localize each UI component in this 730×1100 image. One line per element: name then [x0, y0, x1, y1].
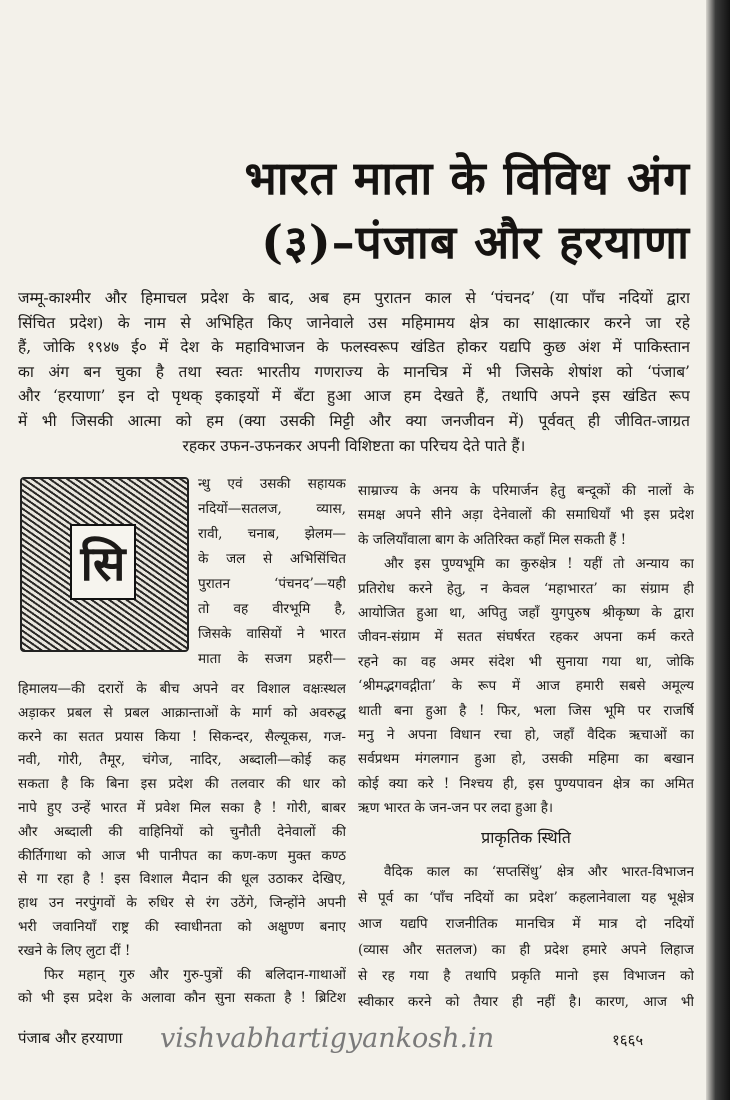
text-line: (व्यास और सतलज) का ही प्रदेश हमारे अपने लिहाज	[358, 942, 694, 958]
text-line: नवी, गोरी, तैमूर, चंगेज, नादिर, अब्दाली—कोई कह	[18, 752, 346, 769]
left-column-beside-dropcap	[198, 472, 346, 672]
dropcap-illustration	[20, 477, 189, 652]
text-line: सकता है कि बिना इस प्रदेश की तलवार की धार को	[18, 776, 346, 793]
left-column	[18, 678, 346, 1011]
text-line: और इस पुण्यभूमि का कुरुक्षेत्र ! यहीं तो अन्याय का	[384, 556, 694, 573]
text-line: थाती बना हुआ है ! फिर, भला जिस भूमि पर राजर्षि	[358, 702, 694, 719]
text-line: के जल से अभिसिंचित	[198, 551, 346, 567]
text-line: जिसके वासियों ने भारत	[198, 626, 346, 642]
text-line: आज यद्यपि राजनीतिक मानचित्र में मात्र दो नदियों	[358, 916, 694, 932]
text-line: भरी जवानियाँ राष्ट्र की स्वाधीनता को अक्षुण्ण बनाए	[18, 918, 346, 935]
text-line: नापे हुए उन्हें भारत में प्रवेश मिल सका है ! गोरी, बाबर	[18, 799, 346, 816]
text-line: से गा रहा है ! इस विशाल मैदान की धूल उठाकर देखिए,	[18, 871, 346, 888]
right-column-section	[358, 859, 694, 1015]
text-line: स्वीकार करने को तैयार ही नहीं है। कारण, आज भी	[358, 994, 694, 1010]
scan-page-edge	[706, 0, 730, 1100]
text-line: का अंग बन चुका है तथा स्वतः भारतीय गणराज्य के मानचित्र में भी जिसके शेषांश को ‘पंजाब’	[18, 362, 690, 381]
text-line: जीवन-संग्राम में सतत संघर्षरत रहकर अपना कर्म करते	[358, 629, 694, 646]
text-line: को भी इस प्रदेश के अलावा कौन सुना सकता है ! ब्रिटिश	[18, 990, 346, 1007]
title-line-2: (३)–पंजाब और हरयाणा	[261, 215, 690, 269]
text-line: रावी, चनाब, झेलम—	[198, 526, 346, 542]
text-line: आयोजित हुआ था, अपितु जहाँ युगपुरुष श्रीकृष्ण के द्वारा	[358, 605, 694, 622]
text-line: हैं, जोकि १९४७ ई० में देश के महाविभाजन के फलस्वरूप खंडित होकर यद्यपि कुछ अंश में पाकिस्तान	[18, 338, 690, 357]
right-column	[358, 479, 694, 821]
text-line: सर्वप्रथम मंगलगान हुआ हो, उसकी महिमा का बखान	[358, 751, 694, 768]
text-line: वैदिक काल का ‘सप्तसिंधु’ क्षेत्र और भारत-विभाजन	[384, 864, 694, 880]
right-paragraph-2	[358, 552, 694, 820]
left-paragraph-1	[18, 678, 346, 964]
text-line: रखने के लिए लुटा दीं !	[18, 942, 131, 959]
section-heading: प्राकृतिक स्थिति	[481, 828, 571, 847]
page-number: १६६५	[612, 1031, 644, 1049]
text-line: से पूर्व का ‘पाँच नदियों का प्रदेश’ कहलानेवाला यह भूक्षेत्र	[358, 890, 694, 906]
text-line: रहने का वह अमर संदेश भी सुनाया गया था, जोकि	[358, 653, 694, 670]
text-line: माता के सजग प्रहरी—	[198, 651, 346, 667]
text-line: प्रतिरोध करने हेतु, न केवल ‘महाभारत’ का संग्राम ही	[358, 580, 694, 597]
text-line: साम्राज्य के अनय के परिमार्जन हेतु बन्दूकों की नालों के	[358, 483, 694, 499]
text-line: न्धु एवं उसकी सहायक	[198, 476, 346, 492]
dropcap-letter: सि	[70, 524, 136, 600]
text-line: हाथ उन नरपुंगवों के रुधिर से रंग उठेंगे, जिन्होंने अपनी	[18, 895, 346, 912]
left-paragraph-2	[18, 964, 346, 1012]
title-line-1: भारत माता के विविध अंग	[244, 151, 690, 205]
text-line: तो वह वीरभूमि है,	[198, 601, 346, 617]
text-line: नदियों—सतलज, व्यास,	[198, 501, 346, 517]
text-line: में भी जिसकी आत्मा को हम (क्या उसकी मिट्टी और क्या जनजीवन में) पूर्ववत् ही जीवित-जाग्रत	[18, 411, 690, 430]
text-line: जम्मू-काश्मीर और हिमाचल प्रदेश के बाद, अब हम पुरातन काल से ‘पंचनद’ (या पाँच नदियों द्वारा	[18, 289, 690, 307]
text-line: पुरातन ‘पंचनद’—यही	[198, 576, 346, 592]
text-line: रहकर उफन-उफनकर अपनी विशिष्टता का परिचय देते पाते हैं।	[182, 436, 526, 455]
text-line: समक्ष अपने सीने अड़ा देनेवालों की समाधियाँ भी इस प्रदेश	[358, 507, 694, 524]
article-title	[200, 146, 690, 274]
text-line: और अब्दाली की वाहिनियों को चुनौती देनेवालों की	[18, 823, 346, 840]
text-line: ऋण भारत के जन-जन पर लदा हुआ है।	[358, 800, 554, 817]
text-line: से रह गया है तथापि प्रकृति मानो इस विभाजन को	[358, 968, 694, 984]
text-line: हिमालय—की दरारों के बीच अपने वर विशाल वक्षःस्थल	[18, 681, 346, 697]
right-paragraph-1	[358, 479, 694, 552]
text-line: ‘श्रीमद्भगवद्गीता’ के रूप में आज हमारी सबसे अमूल्य	[358, 678, 694, 695]
text-line: कीर्तिगाथा को आज भी पानीपत का कण-कण मुक्त कण्ठ	[18, 847, 346, 864]
text-line: के जलियाँवाला बाग के अतिरिक्त कहाँ मिल सकती हैं !	[358, 531, 627, 548]
text-line: कोई क्या करे ! निश्चय ही, इस पुण्यपावन क्षेत्र का अमित	[358, 775, 694, 792]
intro-paragraph	[18, 286, 690, 458]
running-footer-title: पंजाब और हरयाणा	[18, 1029, 123, 1047]
text-line: सिंचित प्रदेश) के नाम से अभिहित किए जानेवाले उस महिमामय क्षेत्र का साक्षात्कार करने जा रहे	[18, 313, 690, 332]
watermark: vishvabhartigyankosh.in	[160, 1023, 495, 1054]
right-paragraph-3	[358, 859, 694, 1015]
text-line: करने का सतत प्रयास किया ! सिकन्दर, सैल्यूकस, गज-	[18, 728, 346, 745]
text-line: और ‘हरयाणा’ इन दो पृथक् इकाइयों में बँटा हुआ आज हम देखते हैं, तथापि अपने इस खंडित रूप	[18, 387, 690, 406]
text-line: अड़ाकर प्रबल से प्रबल आक्रान्ताओं के मार्ग को अवरुद्ध	[18, 704, 346, 721]
text-line: मनु ने अपना विधान रचा हो, जहाँ वैदिक ऋचाओं का	[358, 727, 694, 744]
text-line: फिर महान् गुरु और गुरु-पुत्रों की बलिदान-गाथाओं	[44, 966, 346, 983]
